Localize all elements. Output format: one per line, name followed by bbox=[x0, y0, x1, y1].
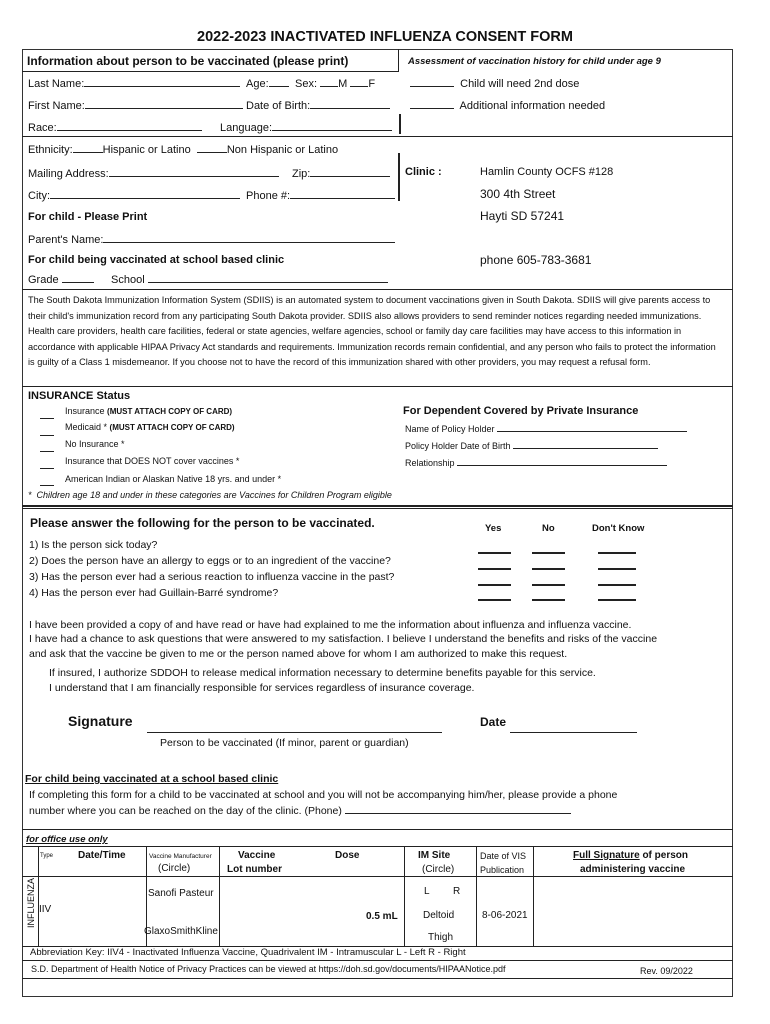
im-site-circle: (Circle) bbox=[422, 864, 455, 875]
answer-blank[interactable] bbox=[532, 599, 565, 601]
age-field[interactable] bbox=[246, 76, 289, 90]
school-label: School bbox=[111, 274, 145, 286]
sex-m[interactable]: M bbox=[338, 78, 348, 90]
insurance-option-label: Insurance bbox=[65, 406, 105, 416]
answer-blank[interactable] bbox=[532, 552, 565, 554]
sex-label: Sex: bbox=[295, 78, 318, 90]
consent-line-5: I understand that I am financially responsible for services regardless of insurance coverage. bbox=[49, 682, 475, 694]
dob-field[interactable] bbox=[246, 98, 390, 112]
dose-header: Dose bbox=[335, 850, 360, 861]
administering-header: administering vaccine bbox=[580, 864, 686, 875]
answer-blank[interactable] bbox=[598, 584, 636, 586]
signature-line[interactable] bbox=[147, 732, 442, 733]
school-phone-text-2-label: number where you can be reached on the day of the clinic. (Phone) bbox=[29, 805, 342, 817]
native-american-option[interactable]: American Indian or Alaskan Native 18 yrs. and under * bbox=[65, 474, 282, 484]
second-dose-label: Child will need 2nd dose bbox=[460, 78, 580, 90]
answer-blank[interactable] bbox=[598, 568, 636, 570]
dose-value: 0.5 mL bbox=[366, 911, 398, 922]
question-2: 2) Does the person have an allergy to eggs or to an ingredient of the vaccine? bbox=[29, 555, 391, 567]
question-4: 4) Has the person ever had Guillain-Barré syndrome? bbox=[29, 587, 279, 599]
consent-line-4: If insured, I authorize SDDOH to release medical information necessary to determine benefits payable for this service. bbox=[49, 667, 596, 679]
mailing-address-field[interactable] bbox=[28, 166, 279, 180]
city-field[interactable] bbox=[28, 188, 240, 202]
non-hispanic-option[interactable]: Non Hispanic or Latino bbox=[226, 144, 339, 156]
answer-blank[interactable] bbox=[532, 568, 565, 570]
private-insurance-heading: For Dependent Covered by Private Insurance bbox=[403, 405, 639, 417]
no-header: No bbox=[542, 523, 555, 534]
grade-field[interactable] bbox=[28, 272, 94, 286]
assessment-heading: Assessment of vaccination history for child under age 9 bbox=[408, 56, 661, 67]
full-signature-header bbox=[573, 850, 688, 861]
date-line[interactable] bbox=[510, 732, 637, 733]
signature-label: Signature bbox=[68, 713, 133, 729]
sex-field[interactable] bbox=[295, 76, 375, 90]
language-label: Language: bbox=[220, 122, 272, 134]
abbreviation-key: Abbreviation Key: IIV4 - Inactivated Influenza Vaccine, Quadrivalent IM - Intramuscular L - Left R - Right bbox=[30, 947, 466, 958]
school-phone-heading: For child being vaccinated at a school based clinic bbox=[25, 773, 279, 785]
clinic-label: Clinic : bbox=[405, 166, 442, 178]
dont-know-header: Don't Know bbox=[592, 523, 645, 534]
thigh-option[interactable]: Thigh bbox=[428, 932, 454, 943]
dob-label: Date of Birth: bbox=[246, 100, 311, 112]
medicaid-option[interactable] bbox=[65, 422, 235, 432]
clinic-name: Hamlin County OCFS #128 bbox=[480, 166, 614, 178]
site-right-option[interactable]: R bbox=[453, 886, 461, 897]
consent-line-1: I have been provided a copy of and have read or have had explained to me the information about influenza and influenza vaccine. bbox=[29, 619, 632, 631]
answer-blank[interactable] bbox=[532, 584, 565, 586]
language-field[interactable] bbox=[220, 120, 392, 134]
school-phone-text-1: If completing this form for a child to be vaccinated at school and you will not be accompanying him/her, please provide a phone bbox=[29, 789, 618, 801]
question-3: 3) Has the person ever had a serious reaction to influenza vaccine in the past? bbox=[29, 571, 395, 583]
grade-label: Grade bbox=[28, 274, 59, 286]
publication-header: Publication bbox=[480, 865, 525, 875]
sex-f[interactable]: F bbox=[368, 78, 376, 90]
sanofi-option[interactable]: Sanofi Pasteur bbox=[148, 888, 214, 899]
hispanic-option[interactable]: Hispanic or Latino bbox=[102, 144, 191, 156]
question-1: 1) Is the person sick today? bbox=[29, 539, 158, 551]
vfc-footnote-text: Children age 18 and under in these categories are Vaccines for Children Program eligible bbox=[36, 490, 392, 500]
policy-holder-dob-label: Policy Holder Date of Birth bbox=[405, 441, 511, 451]
datetime-header: Date/Time bbox=[78, 850, 126, 861]
race-field[interactable] bbox=[28, 120, 202, 134]
parent-name-label: Parent's Name: bbox=[28, 234, 104, 246]
last-name-field[interactable] bbox=[28, 76, 240, 90]
type-header: Type bbox=[40, 853, 54, 859]
age-label: Age: bbox=[246, 78, 269, 90]
glaxo-option[interactable]: GlaxoSmithKline bbox=[144, 926, 218, 937]
policy-holder-name-field[interactable] bbox=[405, 422, 687, 434]
clinic-city: Hayti SD 57241 bbox=[480, 209, 565, 223]
vis-date-header: Date of VIS bbox=[480, 851, 527, 861]
sdiis-paragraph: The South Dakota Immunization Information System (SDIIS) is an automated system to document vaccinations given in South Dakota. SDIIS will give parents access to their child's immunization record from any participating South Dakota provider. SDIIS also allows providers to send reminder notices regarding needed immunizations. Health care providers, health care facilities, federal or state agencies, welfare agencies, school or family day care facilities may have access to this information in accordance with applicable HIPAA Privacy Act standards and requirements. Immunization records remain confidential, and any person who fails to protect the information is guilty of a Class 1 misdemeanor. If you choose not to have the record of this immunization shared with other providers, you may request a refusal form. bbox=[28, 295, 716, 367]
answer-blank[interactable] bbox=[478, 552, 511, 554]
vfc-footnote-star: * bbox=[28, 490, 32, 500]
no-insurance-option[interactable]: No Insurance * bbox=[65, 439, 125, 449]
clinic-phone: phone 605-783-3681 bbox=[480, 253, 592, 267]
questions-heading: Please answer the following for the person to be vaccinated. bbox=[30, 516, 375, 530]
relationship-label: Relationship bbox=[405, 458, 455, 468]
site-left-option[interactable]: L bbox=[424, 886, 430, 897]
revision-date: Rev. 09/2022 bbox=[640, 966, 693, 976]
insurance-option-note: (MUST ATTACH COPY OF CARD) bbox=[107, 407, 233, 416]
first-name-field[interactable] bbox=[28, 98, 243, 112]
of-person-label: of person bbox=[642, 850, 689, 861]
answer-blank[interactable] bbox=[478, 584, 511, 586]
zip-field[interactable] bbox=[292, 166, 390, 180]
ethnicity-field[interactable] bbox=[28, 142, 338, 156]
office-use-heading: for office use only bbox=[26, 834, 108, 845]
person-section-heading: Information about person to be vaccinated (please print) bbox=[27, 54, 349, 68]
answer-blank[interactable] bbox=[598, 552, 636, 554]
form-title: 2022-2023 INACTIVATED INFLUENZA CONSENT FORM bbox=[197, 29, 573, 45]
insurance-option[interactable] bbox=[65, 406, 232, 416]
additional-info-option[interactable] bbox=[410, 98, 605, 112]
mailing-label: Mailing Address: bbox=[28, 168, 109, 180]
second-dose-option[interactable] bbox=[410, 76, 579, 90]
policy-holder-dob-field[interactable] bbox=[405, 439, 658, 451]
iiv-label: IIV bbox=[39, 904, 52, 915]
relationship-field[interactable] bbox=[405, 456, 667, 468]
clinic-street: 300 4th Street bbox=[480, 187, 556, 201]
answer-blank[interactable] bbox=[598, 599, 636, 601]
race-label: Race: bbox=[28, 122, 57, 134]
school-field[interactable] bbox=[111, 272, 388, 286]
school-clinic-label: For child being vaccinated at school based clinic bbox=[28, 254, 285, 266]
policy-holder-name-label: Name of Policy Holder bbox=[405, 424, 495, 434]
manufacturer-header: Vaccine Manufacturer bbox=[149, 853, 212, 860]
im-site-header: IM Site bbox=[418, 850, 451, 861]
first-name-label: First Name: bbox=[28, 100, 85, 112]
last-name-label: Last Name: bbox=[28, 78, 85, 90]
medicaid-option-note: (MUST ATTACH COPY OF CARD) bbox=[109, 423, 235, 432]
additional-info-label: Additional information needed bbox=[459, 100, 606, 112]
signature-note: Person to be vaccinated (If minor, parent or guardian) bbox=[160, 737, 409, 749]
phone-field[interactable] bbox=[246, 188, 395, 202]
answer-blank[interactable] bbox=[478, 568, 511, 570]
insurance-heading: INSURANCE Status bbox=[28, 390, 131, 402]
zip-label: Zip: bbox=[292, 168, 311, 180]
influenza-vertical-label: INFLUENZA bbox=[26, 878, 36, 929]
date-label: Date bbox=[480, 715, 507, 729]
hipaa-notice: S.D. Department of Health Notice of Privacy Practices can be viewed at https://doh.sd.gov/documents/HIPAANotice.pdf bbox=[31, 964, 506, 974]
medicaid-option-label: Medicaid * bbox=[65, 422, 108, 432]
vis-date-value: 8-06-2021 bbox=[482, 910, 528, 921]
full-signature-label: Full Signature bbox=[573, 850, 640, 861]
phone-label: Phone #: bbox=[246, 190, 291, 202]
parent-name-field[interactable] bbox=[28, 232, 395, 246]
lot-number-header: Lot number bbox=[227, 864, 282, 875]
school-phone-input[interactable] bbox=[345, 803, 571, 814]
no-vaccine-coverage-option[interactable]: Insurance that DOES NOT cover vaccines * bbox=[65, 456, 240, 466]
answer-blank[interactable] bbox=[478, 599, 511, 601]
child-print-label: For child - Please Print bbox=[28, 211, 148, 223]
consent-line-2: I have had a chance to ask questions that were answered to my satisfaction. I believe I understand the benefits and risks of the vaccine bbox=[29, 633, 658, 645]
consent-line-3: and ask that the vaccine be given to me or the person named above for whom I am authorized to make this request. bbox=[29, 648, 568, 660]
manufacturer-circle: (Circle) bbox=[158, 863, 191, 874]
city-label: City: bbox=[28, 190, 50, 202]
yes-header: Yes bbox=[485, 523, 502, 534]
deltoid-option[interactable]: Deltoid bbox=[423, 910, 455, 921]
vaccine-header: Vaccine bbox=[238, 850, 276, 861]
vfc-footnote bbox=[28, 490, 392, 500]
school-phone-text-2 bbox=[29, 803, 571, 817]
ethnicity-label: Ethnicity: bbox=[28, 144, 73, 156]
